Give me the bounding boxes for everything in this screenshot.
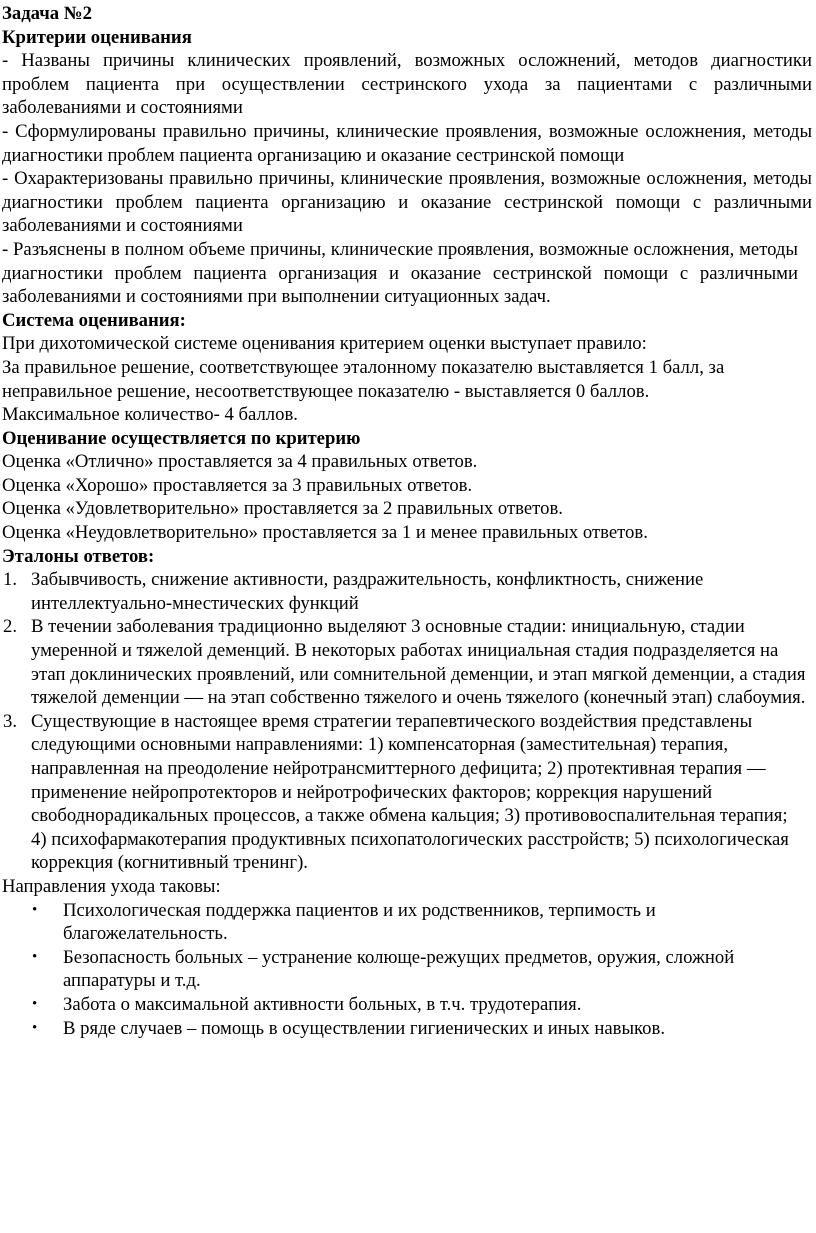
criterion-2: - Сформулированы правильно причины, клинические проявления, возможные осложнения, методы диагностики проблем пациента организацию и оказание сестринской помощи bbox=[2, 120, 812, 166]
answer-text: Существующие в настоящее время стратегии терапевтического воздействия представлены следующими основными направлениями: 1) компенсаторная (заместительная) терапия, направленная на преодоление нейротрансмиттерного дефицита; 2) протективная терапия — применение нейропротекторов и нейротрофических факторов; коррекция нарушений свободнорадикальных процессов, а также обмена кальция; 3) противовоспалительная терапия; 4) психофармакотерапия продуктивных психопатологических расстройств; 5) психологическая коррекция (когнитивный тренинг). bbox=[31, 710, 789, 874]
grading-heading: Оценивание осуществляется по критерию bbox=[2, 427, 361, 449]
bullet-icon: • bbox=[32, 995, 38, 1012]
list-number: 2. bbox=[3, 616, 18, 638]
task-title: Задача №2 bbox=[2, 3, 92, 24]
care-text: Психологическая поддержка пациентов и их родственников, терпимость и благожелательность. bbox=[63, 899, 656, 945]
system-rule: При дихотомической системе оценивания критерием оценки выступает правило: bbox=[2, 333, 647, 355]
care-heading: Направления ухода таковы: bbox=[2, 875, 221, 897]
system-heading: Система оценивания: bbox=[2, 309, 186, 331]
grade-good: Оценка «Хорошо» проставляется за 3 правильных ответов. bbox=[2, 474, 473, 496]
care-text: Безопасность больных – устранение колюще-режущих предметов, оружия, сложной аппаратуры и т.д. bbox=[63, 946, 735, 992]
list-item bbox=[2, 615, 812, 709]
grade-excellent: Оценка «Отлично» проставляется за 4 правильных ответов. bbox=[2, 451, 478, 473]
grade-satisfactory: Оценка «Удовлетворительно» проставляется за 2 правильных ответов. bbox=[2, 498, 563, 520]
bullet-icon: • bbox=[32, 1019, 38, 1036]
care-text: Забота о максимальной активности больных, в т.ч. трудотерапия. bbox=[63, 993, 582, 1015]
list-item bbox=[2, 1017, 812, 1041]
answers-heading: Эталоны ответов: bbox=[2, 545, 155, 567]
answers-list bbox=[2, 568, 812, 875]
criteria-heading: Критерии оценивания bbox=[2, 26, 192, 48]
care-text: В ряде случаев – помощь в осуществлении гигиенических и иных навыков. bbox=[63, 1017, 665, 1039]
list-number: 1. bbox=[3, 569, 18, 591]
grade-unsatisfactory: Оценка «Неудовлетворительно» проставляется за 1 и менее правильных ответов. bbox=[2, 522, 648, 544]
system-scoring: За правильное решение, соответствующее эталонному показателю выставляется 1 балл, за неправильное решение, несоответствующее показателю - выставляется 0 баллов. bbox=[2, 356, 725, 402]
criterion-1: - Названы причины клинических проявлений, возможных осложнений, методов диагностики проблем пациента при осуществлении сестринского ухода за пациентами с различными заболеваниями и состояниями bbox=[2, 50, 812, 119]
criterion-4: - Разъяснены в полном объеме причины, клинические проявления, возможные осложнения, методы диагностики проблем пациента организация и оказание сестринской помощи с различными заболеваниями и состояниями при выполнении ситуационных задач. bbox=[2, 238, 798, 308]
list-item bbox=[2, 993, 812, 1017]
answer-text: В течении заболевания традиционно выделяют 3 основные стадии: инициальную, стадии умеренной и тяжелой деменций. В некоторых работах инициальная стадия подразделяется на этап доклинических проявлений, или сомнительной деменции, и этап мягкой деменции, а стадия тяжелой деменции — на этап собственно тяжелого и очень тяжелого (конечный этап) слабоумия. bbox=[31, 616, 806, 709]
list-number: 3. bbox=[3, 710, 18, 732]
system-max: Максимальное количество- 4 баллов. bbox=[2, 404, 298, 426]
list-item bbox=[2, 710, 812, 875]
list-item bbox=[2, 946, 812, 993]
criterion-3: - Охарактеризованы правильно причины, клинические проявления, возможные осложнения, методы диагностики проблем пациента организацию и оказание сестринской помощи с различными заболеваниями и состояниями bbox=[2, 168, 812, 237]
bullet-icon: • bbox=[32, 901, 38, 918]
bullet-icon: • bbox=[32, 948, 38, 965]
list-item bbox=[2, 899, 812, 946]
list-item bbox=[2, 568, 812, 615]
care-list bbox=[2, 899, 812, 1041]
answer-text: Забывчивость, снижение активности, раздражительность, конфликтность, снижение интеллектуально-мнестических функций bbox=[31, 569, 704, 614]
